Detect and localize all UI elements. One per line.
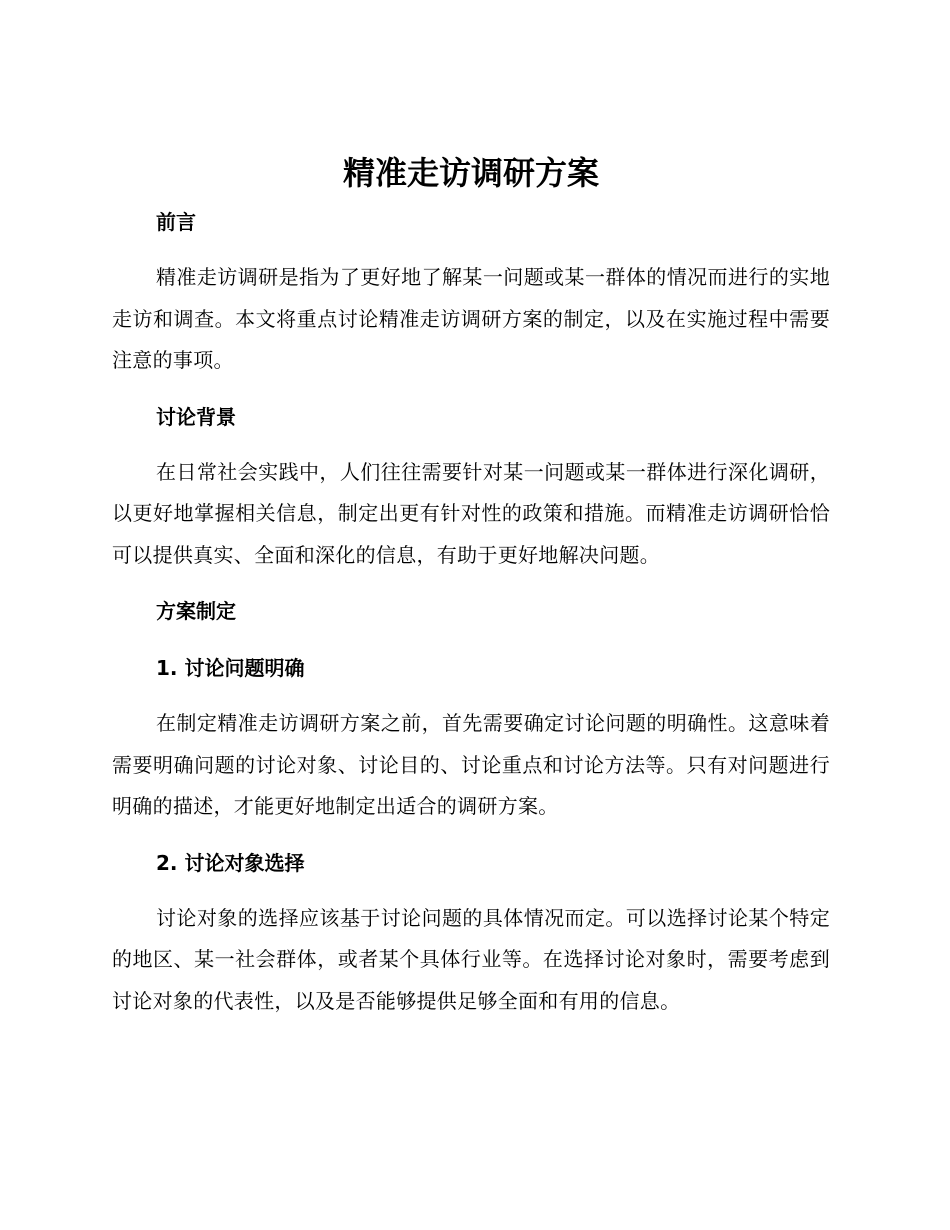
- subsection-heading-select-subject: 2. 讨论对象选择: [156, 850, 305, 875]
- subsection-paragraph-clarify-question: 在制定精准走访调研方案之前，首先需要确定讨论问题的明确性。这意味着需要明确问题的讨论对象、讨论目的、讨论重点和讨论方法等。只有对问题进行明确的描述，才能更好地制定出适合的调研方案。: [112, 711, 830, 818]
- section-heading-preface: 前言: [156, 210, 196, 234]
- section-heading-background: 讨论背景: [156, 404, 236, 429]
- subsection-heading-clarify-question: 1. 讨论问题明确: [156, 656, 305, 680]
- document-page: [112, 150, 830, 1022]
- subsection-paragraph-select-subject: 讨论对象的选择应该基于讨论问题的具体情况而定。可以选择讨论某个特定的地区、某一社会群体，或者某个具体行业等。在选择讨论对象时，需要考虑到讨论对象的代表性，以及是否能够提供足够全面和有用的信息。: [112, 905, 830, 1013]
- section-heading-plan: 方案制定: [156, 599, 236, 623]
- section-paragraph-preface: 精准走访调研是指为了更好地了解某一问题或某一群体的情况而进行的实地走访和调查。本文将重点讨论精准走访调研方案的制定，以及在实施过程中需要注意的事项。: [112, 265, 830, 372]
- document-title: 精准走访调研方案: [342, 154, 599, 192]
- section-paragraph-background: 在日常社会实践中，人们往往需要针对某一问题或某一群体进行深化调研，以更好地掌握相关信息，制定出更有针对性的政策和措施。而精准走访调研恰恰可以提供真实、全面和深化的信息，有助于更好地解决问题。: [112, 459, 830, 567]
